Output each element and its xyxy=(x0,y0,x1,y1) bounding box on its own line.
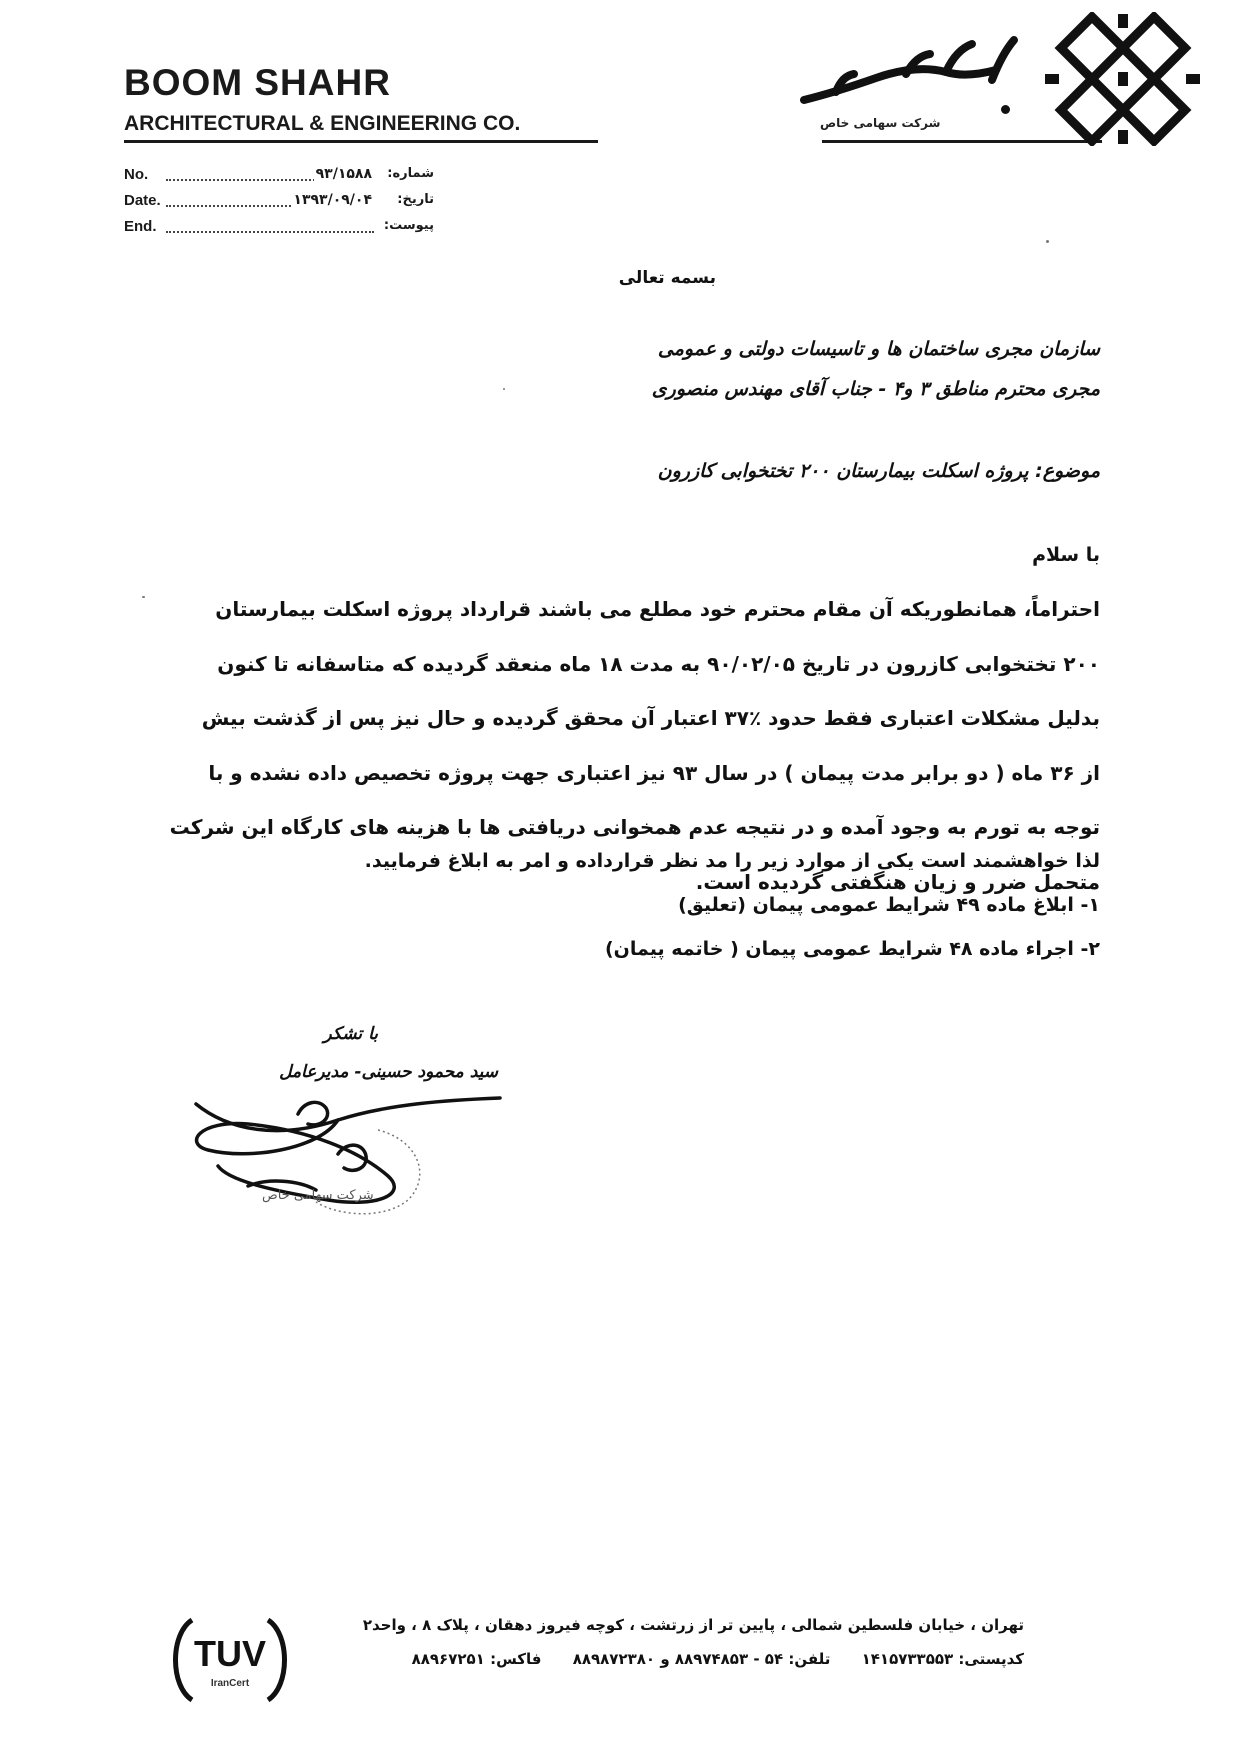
reference-number-row xyxy=(124,166,434,188)
tuv-logo-subtext: IranCert xyxy=(210,1678,250,1689)
letter-subject: موضوع: پروژه اسکلت بیمارستان ۲۰۰ تختخوابی کازرون xyxy=(657,460,1100,482)
enclosure-label-fa: پیوست: xyxy=(383,218,434,233)
logo-script-mark xyxy=(796,30,1032,110)
recipient-line: سازمان مجری ساختمان ها و تاسیسات دولتی و عمومی xyxy=(657,338,1100,360)
body-line: بدلیل مشکلات اعتباری فقط حدود ٪۳۷ اعتبار آن محقق گردیده و حال نیز پس از گذشت بیش xyxy=(201,706,1100,730)
signer-name: سید محمود حسینی- مدیرعامل xyxy=(279,1062,498,1082)
enclosure-label-en: End. xyxy=(124,218,157,235)
closing: با تشکر xyxy=(323,1024,378,1044)
reference-number-value: ۹۳/۱۵۸۸ xyxy=(315,166,372,182)
header-divider xyxy=(124,140,598,143)
company-logo-icon xyxy=(1040,12,1205,146)
body-line: توجه به تورم به وجود آمده و در نتیجه عدم همخوانی دریافتی ها با هزینه های کارگاه این شرکت xyxy=(169,815,1100,839)
phone-numbers: تلفن: ۵۴ - ۸۸۹۷۴۸۵۳ و ۸۸۹۸۷۲۳۸۰ xyxy=(572,1650,831,1668)
request-line: لذا خواهشمند است یکی از موارد زیر را مد نظر قرارداده و امر به ابلاغ فرمایید. xyxy=(364,850,1100,872)
logo-dot xyxy=(1001,105,1010,114)
body-line: احتراماً، همانطوریکه آن مقام محترم خود مطلع می باشند قرارداد پروژه اسکلت بیمارستان xyxy=(215,597,1100,621)
greeting: با سلام xyxy=(1032,544,1100,566)
tuv-logo-text: TUV xyxy=(194,1633,266,1674)
body-line: متحمل ضرر و زیان هنگفتی گردیده است. xyxy=(695,869,1100,894)
reference-enclosure-row xyxy=(124,218,434,240)
request-item: ۲- اجراء ماده ۴۸ شرایط عمومی پیمان ( خاتمه پیمان) xyxy=(604,938,1100,960)
company-name: BOOM SHAHR xyxy=(124,62,391,103)
dotted-line xyxy=(166,231,374,233)
date-label-en: Date. xyxy=(124,192,161,209)
scan-speck xyxy=(1046,240,1049,243)
recipient-line: مجری محترم مناطق ۳ و۴ - جناب آقای مهندس منصوری xyxy=(651,378,1100,400)
company-subtitle: ARCHITECTURAL & ENGINEERING CO. xyxy=(124,112,521,135)
reference-label-en: No. xyxy=(124,166,149,183)
reference-label-fa: شماره: xyxy=(387,166,434,181)
body-line: از ۳۶ ماه ( دو برابر مدت پیمان ) در سال ۹۳ نیز اعتباری جهت پروژه تخصیص داده نشده و با xyxy=(208,760,1100,785)
scan-speck xyxy=(142,596,145,598)
date-value: ۱۳۹۳/۰۹/۰۴ xyxy=(293,192,372,208)
request-item: ۱- ابلاغ ماده ۴۹ شرایط عمومی پیمان (تعلیق) xyxy=(678,894,1100,916)
reference-date-row xyxy=(124,192,434,214)
footer-contact xyxy=(386,1650,1024,1668)
date-label-fa: تاریخ: xyxy=(397,192,434,207)
tuv-certification-logo-icon xyxy=(168,1614,292,1706)
footer-address: تهران ، خیابان فلسطین شمالی ، پایین تر از زرتشت ، کوچه فیروز دهقان ، پلاک ۸ ، واحد۲ xyxy=(362,1616,1024,1634)
fax-number: فاکس: ۸۸۹۶۷۲۵۱ xyxy=(411,1650,542,1668)
stamp-text: شرکت سهامی خاص xyxy=(262,1188,374,1203)
postal-code: کدپستی: ۱۴۱۵۷۳۳۵۵۳ xyxy=(861,1650,1024,1668)
body-line: ۲۰۰ تختخوابی کازرون در تاریخ ۹۰/۰۲/۰۵ به مدت ۱۸ ماه منعقد گردیده که متاسفانه تا کنون xyxy=(217,651,1100,676)
logo-subtitle: شرکت سهامی خاص xyxy=(820,116,941,130)
scan-speck xyxy=(503,388,505,390)
invocation: بسمه تعالی xyxy=(618,268,716,288)
